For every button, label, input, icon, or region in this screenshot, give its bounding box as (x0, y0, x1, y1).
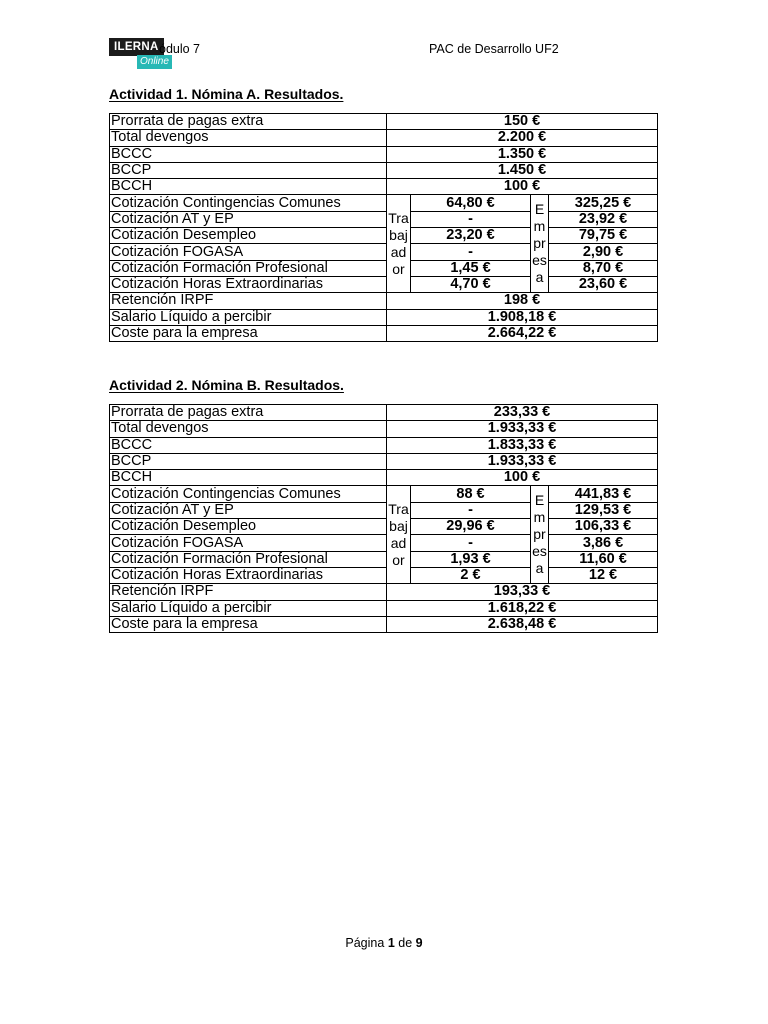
table-row (110, 453, 658, 469)
row-label: Cotización Horas Extraordinarias (110, 567, 387, 583)
table-row (110, 276, 658, 292)
row-value: 2.664,22 € (387, 325, 658, 341)
page-footer (0, 936, 768, 950)
nomina-a-table (109, 113, 658, 342)
row-label: BCCH (110, 179, 387, 195)
row-value: 1.618,22 € (387, 600, 658, 616)
table-row (110, 114, 658, 130)
logo-ilerna-text: ILERNA (109, 38, 164, 56)
footer-total-pages: 9 (415, 936, 423, 950)
table-row (110, 486, 658, 502)
word-fragment: a (535, 269, 544, 286)
empresa-value: 79,75 € (549, 228, 658, 244)
word-fragment: or (392, 260, 405, 277)
row-label: Retención IRPF (110, 293, 387, 309)
row-label: Retención IRPF (110, 584, 387, 600)
row-label: Cotización Formación Profesional (110, 551, 387, 567)
row-label: Coste para la empresa (110, 325, 387, 341)
table-row (110, 502, 658, 518)
word-fragment: E (534, 201, 545, 218)
table-row (110, 130, 658, 146)
empresa-value: 129,53 € (549, 502, 658, 518)
word-fragment: ad (390, 243, 407, 260)
row-label: Cotización Desempleo (110, 519, 387, 535)
row-label: Salario Líquido a percibir (110, 309, 387, 325)
row-label: Total devengos (110, 421, 387, 437)
empresa-value: 23,60 € (549, 276, 658, 292)
row-label: Salario Líquido a percibir (110, 600, 387, 616)
row-value: 1.833,33 € (387, 437, 658, 453)
row-value: 1.350 € (387, 146, 658, 162)
row-label: Coste para la empresa (110, 616, 387, 632)
trabajador-value: 64,80 € (411, 195, 531, 211)
table-row (110, 309, 658, 325)
table-row (110, 146, 658, 162)
empresa-column-label (531, 486, 549, 584)
activity-1-heading: Actividad 1. Nómina A. Resultados. (109, 86, 344, 102)
word-fragment: Tra (388, 209, 409, 226)
empresa-value: 12 € (549, 567, 658, 583)
table-row (110, 437, 658, 453)
trabajador-value: 1,93 € (411, 551, 531, 567)
trabajador-value: 4,70 € (411, 276, 531, 292)
table-row (110, 260, 658, 276)
word-fragment: es (532, 252, 547, 269)
word-fragment: or (392, 551, 405, 568)
header-module: ódulo 7 (159, 42, 201, 56)
trabajador-value: 1,45 € (411, 260, 531, 276)
empresa-value: 441,83 € (549, 486, 658, 502)
row-label: BCCC (110, 437, 387, 453)
row-value: 2.638,48 € (387, 616, 658, 632)
row-label: Prorrata de pagas extra (110, 114, 387, 130)
word-fragment: ad (390, 534, 407, 551)
row-label: Cotización Desempleo (110, 228, 387, 244)
trabajador-value: 2 € (411, 567, 531, 583)
word-fragment: Tra (388, 500, 409, 517)
table-row (110, 293, 658, 309)
table-row (110, 325, 658, 341)
header-pac-title: PAC de Desarrollo UF2 (429, 42, 559, 56)
row-label: Cotización Horas Extraordinarias (110, 276, 387, 292)
row-value: 150 € (387, 114, 658, 130)
row-value: 2.200 € (387, 130, 658, 146)
trabajador-column-label (387, 486, 411, 584)
trabajador-value: - (411, 244, 531, 260)
table-row (110, 519, 658, 535)
table-row (110, 535, 658, 551)
trabajador-value: - (411, 211, 531, 227)
row-label: BCCP (110, 453, 387, 469)
trabajador-column-label (387, 195, 411, 293)
trabajador-value: 88 € (411, 486, 531, 502)
row-value: 100 € (387, 179, 658, 195)
empresa-value: 325,25 € (549, 195, 658, 211)
nomina-b-table (109, 404, 658, 633)
table-row (110, 179, 658, 195)
row-label: Cotización AT y EP (110, 211, 387, 227)
row-value: 100 € (387, 470, 658, 486)
empresa-value: 23,92 € (549, 211, 658, 227)
empresa-value: 2,90 € (549, 244, 658, 260)
row-label: Total devengos (110, 130, 387, 146)
trabajador-value: - (411, 535, 531, 551)
row-label: Prorrata de pagas extra (110, 405, 387, 421)
word-fragment: baj (389, 517, 408, 534)
table-row (110, 244, 658, 260)
table-row (110, 211, 658, 227)
trabajador-value: 29,96 € (411, 519, 531, 535)
trabajador-value: 23,20 € (411, 228, 531, 244)
empresa-value: 11,60 € (549, 551, 658, 567)
row-label: Cotización Formación Profesional (110, 260, 387, 276)
empresa-value: 3,86 € (549, 535, 658, 551)
row-label: Cotización FOGASA (110, 535, 387, 551)
footer-of-label: de (398, 936, 413, 950)
table-row (110, 421, 658, 437)
word-fragment: a (535, 560, 544, 577)
logo-online-text: Online (137, 55, 172, 69)
row-label: Cotización Contingencias Comunes (110, 195, 387, 211)
table-row (110, 470, 658, 486)
row-value: 1.908,18 € (387, 309, 658, 325)
word-fragment: pr (533, 235, 546, 252)
word-fragment: pr (533, 526, 546, 543)
row-label: BCCH (110, 470, 387, 486)
empresa-value: 8,70 € (549, 260, 658, 276)
footer-current-page: 1 (387, 936, 395, 950)
footer-page-label: Página (345, 936, 385, 950)
row-value: 1.933,33 € (387, 421, 658, 437)
row-label: BCCC (110, 146, 387, 162)
table-row (110, 405, 658, 421)
table-row (110, 616, 658, 632)
trabajador-value: - (411, 502, 531, 518)
row-value: 1.450 € (387, 162, 658, 178)
table-row (110, 195, 658, 211)
word-fragment: es (532, 543, 547, 560)
row-label: BCCP (110, 162, 387, 178)
row-value: 193,33 € (387, 584, 658, 600)
row-value: 198 € (387, 293, 658, 309)
word-fragment: E (534, 492, 545, 509)
table-row (110, 162, 658, 178)
empresa-value: 106,33 € (549, 519, 658, 535)
table-row (110, 228, 658, 244)
word-fragment: baj (389, 226, 408, 243)
table-row (110, 600, 658, 616)
row-value: 1.933,33 € (387, 453, 658, 469)
row-label: Cotización AT y EP (110, 502, 387, 518)
empresa-column-label (531, 195, 549, 293)
word-fragment: m (533, 218, 546, 235)
row-value: 233,33 € (387, 405, 658, 421)
table-row (110, 551, 658, 567)
word-fragment: m (533, 509, 546, 526)
activity-2-heading: Actividad 2. Nómina B. Resultados. (109, 377, 344, 393)
table-row (110, 584, 658, 600)
row-label: Cotización FOGASA (110, 244, 387, 260)
table-row (110, 567, 658, 583)
row-label: Cotización Contingencias Comunes (110, 486, 387, 502)
